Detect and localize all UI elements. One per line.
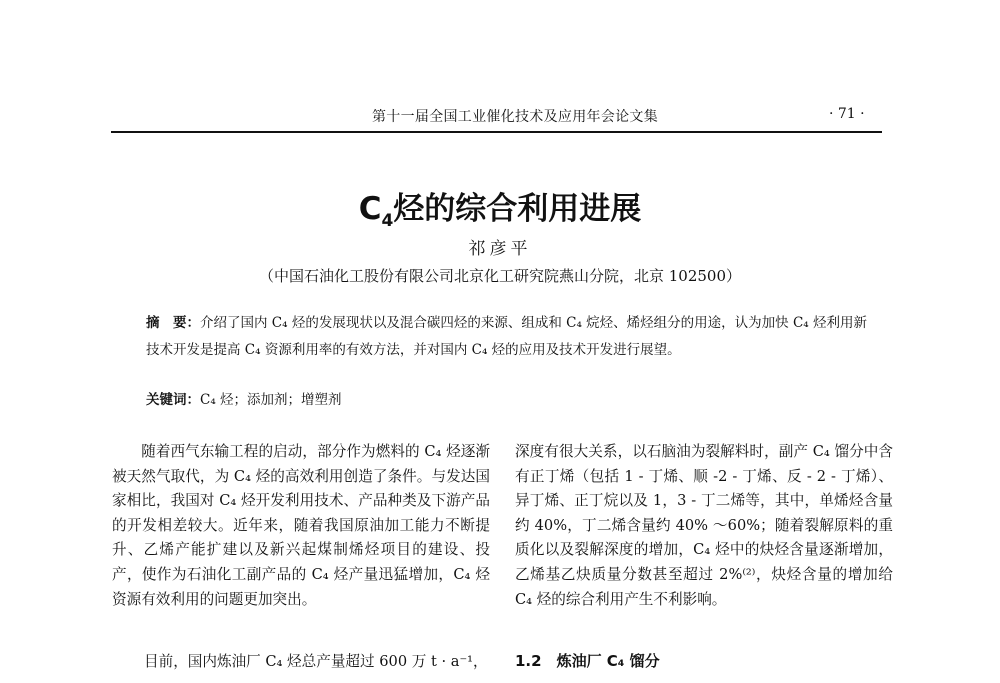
author-name: 祁彦平 [468,239,532,259]
abstract [146,310,876,363]
body-left-column [112,440,490,612]
body-paragraph-2: 目前，国内炼油厂 C₄ 烃总产量超过 600 万 t · a⁻¹， [144,653,488,670]
section-heading: 1.2 炼油厂 C₄ 馏分 [515,652,660,670]
keywords [146,388,342,408]
title-prefix: C [358,191,382,227]
body-paragraph: 深度有很大关系，以石脑油为裂解料时，副产 C₄ 馏分中含有正丁烯（包括 1 - 丁烯、顺 -2 - 丁烯、反 - 2 - 丁烯）、异丁烯、正丁烷以及 1，3 - 丁二烯等，其中，单烯烃含量约 40%，丁二烯含量约 40% ～60%；随着裂解原料的重质化以及裂解深度的增加，C₄ 烃中的炔烃含量逐渐增加，乙烯基乙炔质量分数甚至超过 2%⁽²⁾，炔烃含量的增加给 C₄ 烃的综合利用产生不利影响。 [515,443,893,608]
keywords-label: 关键词： [146,392,200,408]
header-rule [111,131,882,133]
page-number: · 71 · [829,106,865,122]
paper-title [0,183,1000,231]
title-subscript: 4 [381,211,394,232]
running-header: 第十一届全国工业催化技术及应用年会论文集 [372,109,658,125]
title-rest: 烃的综合利用进展 [393,191,642,227]
body-right-column [515,440,893,612]
body-paragraph: 随着西气东输工程的启动，部分作为燃料的 C₄ 烃逐渐被天然气取代，为 C₄ 烃的高效利用创造了条件。与发达国家相比，我国对 C₄ 烃开发利用技术、产品种类及下游产品的开发相差较大。近年来，随着我国原油加工能力不断提升、乙烯产能扩建以及新兴起煤制烯烃项目的建设、投产，使作为石油化工副产品的 C₄ 烃产量迅猛增加，C₄ 烃资源有效利用的问题更加突出。 [112,443,490,608]
abstract-text: 介绍了国内 C₄ 烃的发展现状以及混合碳四烃的来源、组成和 C₄ 烷烃、烯烃组分的用途，认为加快 C₄ 烃利用新技术开发是提高 C₄ 资源利用率的有效方法，并对国内 C₄ 烃的应用及技术开发进行展望。 [146,315,867,358]
author-affiliation: （中国石油化工股份有限公司北京化工研究院燕山分院，北京 102500） [258,267,742,285]
keywords-text: C₄ 烃；添加剂；增塑剂 [200,392,342,408]
abstract-label: 摘 要： [146,315,200,331]
